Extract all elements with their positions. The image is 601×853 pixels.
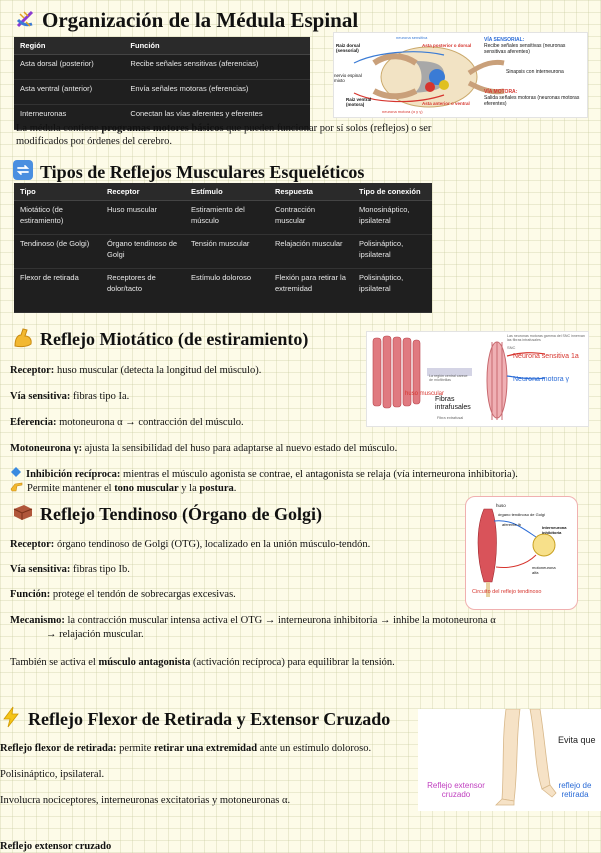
flexor-reflex-diagram <box>418 709 601 811</box>
table-row: Flexor de retirada Receptores de dolor/tacto Estímulo doloroso Flexión para retirar la extremidad Polisináptico, ipsilateral <box>14 269 432 313</box>
tendinoso-receptor: Receptor: órgano tendinoso de Golgi (OTG), localizado en la unión músculo-tendón. <box>10 539 371 550</box>
blue-diamond-icon <box>10 466 22 478</box>
dna-icon <box>14 8 36 30</box>
label-region-note: La región central carece de miofibrillas <box>429 374 468 382</box>
miotatico-receptor: Receptor: huso muscular (detecta la longitud del músculo). <box>10 365 262 376</box>
table-header: Región <box>14 37 124 55</box>
label-snc: SNC <box>507 345 516 350</box>
spinal-cord-diagram <box>333 32 588 118</box>
label-huso-muscular: huso muscular <box>405 391 445 397</box>
label-evita: Evita que <box>558 735 596 745</box>
table-row: Tendinoso (de Golgi) Órgano tendinoso de Golgi Tensión muscular Relajación muscular Polisináptico, ipsilateral <box>14 235 432 269</box>
miotatico-eferencia: Eferencia: motoneurona α → contracción del músculo. <box>10 417 244 428</box>
label-motoneurona-alfa: motoneurona alfa <box>532 565 556 575</box>
flexor-polisinaptico: Polisináptico, ipsilateral. <box>0 769 105 780</box>
table-header: Receptor <box>101 183 185 201</box>
miotatico-gamma: Motoneurona γ: ajusta la sensibilidad del huso para adaptarse al nuevo estado del músculo. <box>10 443 398 454</box>
tendinoso-mecanismo-line2: → relajación muscular. <box>46 629 144 640</box>
label-neurona-sensitiva-1a: Neurona sensitiva 1a <box>513 353 579 360</box>
brick-icon <box>12 501 34 523</box>
tendinoso-antagonista: También se activa el músculo antagonista (activación recíproca) para equilibrar la tensión. <box>10 657 395 668</box>
high-voltage-icon <box>0 706 22 728</box>
label-sinapsis: Sinapsis con interneurona <box>506 69 564 75</box>
label-raiz-ventral: Raíz ventral (motora) <box>346 97 372 107</box>
table-header: Respuesta <box>269 183 353 201</box>
table-row: Asta ventral (anterior) Envía señales motoras (eferencias) <box>14 80 310 105</box>
label-huso: huso <box>496 503 506 508</box>
table-row: Interneuronas Conectan las vías aferentes y eferentes <box>14 105 310 130</box>
extensor-cruzado-heading-cut: Reflejo extensor cruzado <box>0 841 112 852</box>
table-row: Miotático (de estiramiento) Huso muscular Estiramiento del músculo Contracción muscular Monosináptico, ipsilateral <box>14 201 432 235</box>
stretch-reflex-diagram <box>366 331 589 427</box>
repeat-icon <box>12 159 34 181</box>
label-organo-golgi: órgano tendinoso de Golgi <box>498 512 545 517</box>
label-raiz-dorsal: Raíz dorsal (sensorial) <box>336 43 361 53</box>
label-reflejo-retirada: reflejo de retirada <box>558 781 592 800</box>
label-aferente-ib: aferente Ib <box>502 522 522 527</box>
label-fibra-extrafusal: Fibra extrafusal <box>437 416 464 420</box>
pointing-hand-icon <box>10 480 23 492</box>
tendinoso-via: Vía sensitiva: fibras tipo Ib. <box>10 564 130 575</box>
label-via-sensorial: VÍA SENSORIAL: <box>484 37 525 43</box>
tendinoso-funcion: Función: protege el tendón de sobrecargas excesivas. <box>10 589 236 600</box>
section-title-medula: Organización de la Médula Espinal <box>14 8 358 33</box>
section-title-miotatico: Reflejo Miotático (de estiramiento) <box>12 326 308 350</box>
label-asta-posterior: Asta posterior o dorsal <box>422 43 472 48</box>
section-title-flexor: Reflejo Flexor de Retirada y Extensor Cruzado <box>0 706 390 730</box>
text-via-motora: Salida señales motoras (neuronas motoras eferentes) <box>484 95 580 107</box>
table-header: Tipo <box>14 183 101 201</box>
label-gamma-note: Las neuronas motoras gamma del SNC innervan las fibras intrafusales <box>507 334 585 342</box>
region-function-table <box>14 37 310 130</box>
label-circuito: Circuito del reflejo tendinoso <box>472 589 542 595</box>
tendon-reflex-diagram <box>465 496 578 610</box>
table-header: Estímulo <box>185 183 269 201</box>
label-via-motora: VÍA MOTORA: <box>484 89 518 95</box>
label-asta-anterior: Asta anterior o ventral <box>422 101 470 106</box>
table-header: Función <box>124 37 310 55</box>
label-neurona-motora: neurona motora (α y γ) <box>382 109 423 114</box>
flexor-involucra: Involucra nociceptores, interneuronas excitatorias y motoneuronas α. <box>0 795 291 806</box>
label-extensor-cruzado: Reflejo extensor cruzado <box>427 781 485 800</box>
section-title-tendinoso: Reflejo Tendinoso (Órgano de Golgi) <box>12 501 322 525</box>
label-neurona-sensitiva: neurona sensitiva <box>396 35 428 40</box>
tendinoso-mecanismo: Mecanismo: la contracción muscular intensa activa el OTG → interneurona inhibitoria → inhibe la motoneurona α <box>10 615 496 626</box>
miotatico-inhibicion: Inhibición recíproca: mientras el músculo agonista se contrae, el antagonista se relaja (vía interneurona inhibitoria). <box>10 466 518 481</box>
label-neurona-motora-gamma: Neurona motora γ <box>513 376 570 383</box>
table-row: Asta dorsal (posterior) Recibe señales sensitivas (aferencias) <box>14 55 310 80</box>
text-via-sensorial: Recibe señales sensitivas (neuronas sensitivas aferentes) <box>484 43 566 55</box>
label-interneurona: Interneurona inhibitoria <box>542 525 567 535</box>
flexor-definicion: Reflejo flexor de retirada: permite retirar una extremidad ante un estímulo doloroso. <box>0 743 372 754</box>
label-nervio-mixto: nervio espinal mixto <box>334 73 362 83</box>
medula-paragraph-line2: modificados por órdenes del cerebro. <box>16 136 172 147</box>
reflex-types-table <box>14 183 432 313</box>
medula-paragraph: La médula contiene programas motores básicos que pueden funcionar por sí solos (reflejos) o ser <box>16 123 432 134</box>
miotatico-permite: Permite mantener el tono muscular y la postura. <box>10 480 236 495</box>
label-fibras-intrafusales: Fibras intrafusales <box>435 396 471 411</box>
miotatico-via: Vía sensitiva: fibras tipo Ia. <box>10 391 130 402</box>
flexed-biceps-icon <box>12 326 34 348</box>
table-header: Tipo de conexión <box>353 183 432 201</box>
section-title-tipos: Tipos de Reflejos Musculares Esqueléticos <box>12 159 364 183</box>
